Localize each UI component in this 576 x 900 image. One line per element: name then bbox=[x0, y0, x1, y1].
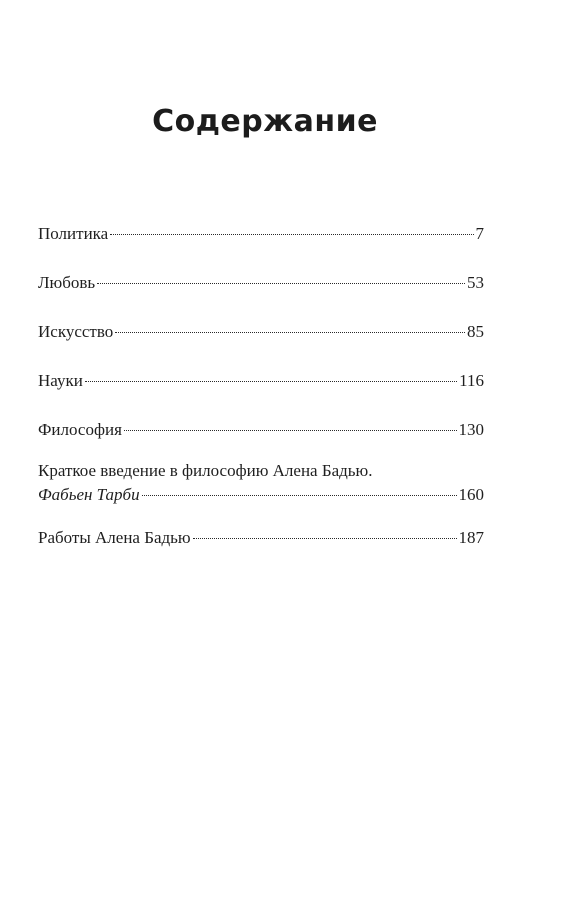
toc-entry-label: Политика bbox=[38, 224, 109, 243]
table-of-contents bbox=[38, 222, 484, 550]
toc-entry-politics bbox=[38, 222, 484, 246]
dot-leader bbox=[142, 495, 457, 496]
toc-entry-sciences bbox=[38, 369, 484, 393]
toc-entry-introduction bbox=[38, 459, 484, 507]
dot-leader bbox=[85, 381, 457, 382]
toc-entry-label: Искусство bbox=[38, 322, 114, 341]
toc-entry-page: 116 bbox=[459, 371, 484, 390]
dot-leader bbox=[110, 234, 473, 235]
dot-leader bbox=[97, 283, 465, 284]
dot-leader bbox=[124, 430, 457, 431]
toc-entry-label: Науки bbox=[38, 371, 83, 390]
toc-entry-page: 85 bbox=[467, 322, 484, 341]
toc-entry-label: Любовь bbox=[38, 273, 96, 292]
toc-entry-label: Работы Алена Бадью bbox=[38, 528, 191, 547]
toc-entry-page: 7 bbox=[475, 224, 484, 243]
dot-leader bbox=[115, 332, 465, 333]
toc-entry-works bbox=[38, 526, 484, 550]
dot-leader bbox=[193, 538, 457, 539]
toc-entry-page: 160 bbox=[458, 485, 484, 504]
toc-entry-page: 53 bbox=[467, 273, 484, 292]
toc-entry-label-line1: Краткое введение в философию Алена Бадью. bbox=[38, 461, 373, 480]
page-title: Содержание bbox=[152, 104, 378, 139]
toc-entry-philosophy bbox=[38, 418, 484, 442]
toc-entry-page: 130 bbox=[458, 420, 484, 439]
toc-entry-author: Фабьен Тарби bbox=[38, 485, 140, 504]
toc-entry-label: Философия bbox=[38, 420, 122, 439]
toc-entry-page: 187 bbox=[458, 528, 484, 547]
toc-entry-art bbox=[38, 320, 484, 344]
toc-entry-love bbox=[38, 271, 484, 295]
